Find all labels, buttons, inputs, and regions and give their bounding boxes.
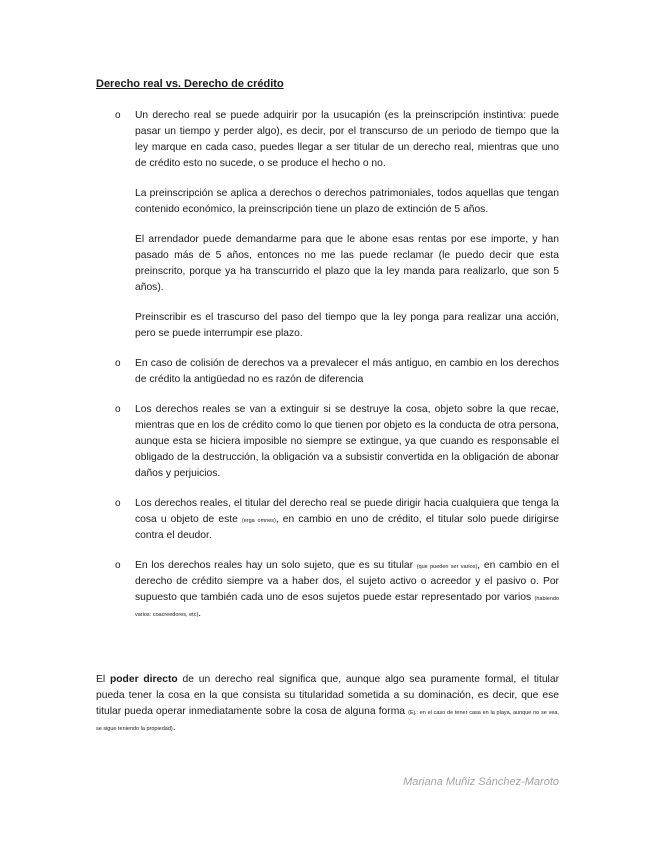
list-item xyxy=(115,402,559,482)
author-signature: Mariana Muñiz Sánchez-Maroto xyxy=(403,776,559,788)
bullet-icon: o xyxy=(115,498,121,509)
text-span: En los derechos reales hay un solo sujeto, que es su titular xyxy=(135,560,417,571)
text-span: . xyxy=(198,608,202,619)
paragraph: Preinscribir es el trascurso del paso del tiempo que la ley ponga para realizar una acción, pero se puede interrumpir ese plazo. xyxy=(135,312,559,339)
text-span: Los derechos reales, el titular del derecho real se puede dirigir hacia cualquiera que tenga la cosa u objeto de este xyxy=(135,498,559,525)
list-item xyxy=(115,558,559,622)
bold-term: poder directo xyxy=(109,674,178,685)
paragraph: El arrendador puede demandarme para que le abone esas rentas por ese importe, y han pasado más de 5 años, entonces no me las puede reclamar (le puedo decir que esta preinscrito, porque ya ha transcurrido el plazo que la ley manda para realizarlo, que son 5 años). xyxy=(135,234,559,293)
text-span: de un derecho real significa que, aunque algo sea puramente formal, el titular pueda tener la cosa en la que consista su titularidad sometida a su dominación, es decir, que ese titular pueda operar inmediatamente sobre la cosa de alguna forma xyxy=(96,674,559,717)
bullet-icon: o xyxy=(115,560,121,571)
text-span: . xyxy=(172,722,176,733)
paragraph: Los derechos reales se van a extinguir si se destruye la cosa, objeto sobre la que recae, mientras que en los de crédito como lo que tienen por objeto es la conducta de otra persona, aunque esta se hiciera imposible no siempre se extingue, ya que cuando es responsable el obligado de la destrucción, la obligación va a subsistir convertida en la obligación de abonar daños y perjuicios. xyxy=(135,404,559,479)
bullet-list xyxy=(0,108,655,636)
bullet-icon: o xyxy=(115,358,121,369)
text-span: , en cambio en uno de crédito, el titular solo puede dirigirse contra el deudor. xyxy=(135,514,559,541)
document-title: Derecho real vs. Derecho de crédito xyxy=(96,78,284,90)
list-item xyxy=(115,356,559,388)
paragraph: En caso de colisión de derechos va a prevalecer el más antiguo, en cambio en los derechos de crédito la antigüedad no es razón de diferencia xyxy=(135,358,559,385)
bullet-icon: o xyxy=(115,110,121,121)
text-span: El xyxy=(96,674,110,685)
bullet-icon: o xyxy=(115,404,121,415)
small-note: (habiendo varios: coacreedores, etc) xyxy=(135,596,559,618)
final-paragraph xyxy=(96,672,559,736)
small-note: (erga omnes) xyxy=(241,518,276,524)
paragraph xyxy=(96,672,559,736)
paragraph: La preinscripción se aplica a derechos o derechos patrimoniales, todos aquellas que tengan contenido económico, la preinscripción tiene un plazo de extinción de 5 años. xyxy=(135,188,559,215)
paragraph: Un derecho real se puede adquirir por la usucapión (es la preinscripción instintiva: puede pasar un tiempo y perder algo), es decir, por el transcurso de un periodo de tiempo que la ley marque en cada caso, puedes llegar a ser titular de un derecho real, mientras que uno de crédito esto no sucede, o se produce el hecho o no. xyxy=(135,110,559,169)
list-item xyxy=(115,108,559,342)
paragraph xyxy=(135,496,559,544)
small-note: (que pueden ser varios) xyxy=(416,564,478,570)
paragraph xyxy=(135,558,559,622)
small-note: (Ej.: en el caso de tener casa en la playa, aunque no se vea, se sigue teniendo la propiedad) xyxy=(96,710,559,732)
list-item xyxy=(115,496,559,544)
text-span: , en cambio en el derecho de crédito siempre va a haber dos, el sujeto activo o acreedor y el pasivo o. Por supuesto que también cada uno de esos sujetos puede estar representado por varios xyxy=(135,560,559,603)
